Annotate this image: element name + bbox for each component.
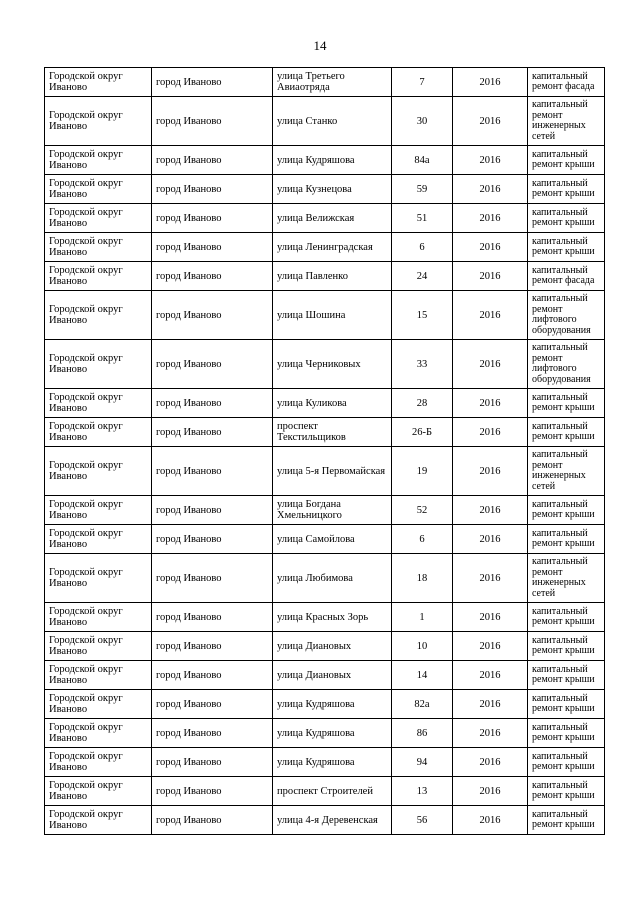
municipality-cell: Городской округ Иваново xyxy=(45,719,152,748)
work-type-cell: капитальный ремонт крыши xyxy=(528,661,605,690)
year-cell: 2016 xyxy=(453,389,528,418)
settlement-cell: город Иваново xyxy=(152,777,273,806)
house-number-cell: 1 xyxy=(392,603,453,632)
municipality-cell: Городской округ Иваново xyxy=(45,175,152,204)
settlement-cell: город Иваново xyxy=(152,291,273,340)
street-cell: улица Станко xyxy=(273,97,392,146)
settlement-cell: город Иваново xyxy=(152,262,273,291)
table-row xyxy=(45,389,605,418)
settlement-cell: город Иваново xyxy=(152,632,273,661)
street-cell: улица Шошина xyxy=(273,291,392,340)
house-number-cell: 6 xyxy=(392,233,453,262)
table-row xyxy=(45,719,605,748)
street-cell: улица Диановых xyxy=(273,632,392,661)
municipality-cell: Городской округ Иваново xyxy=(45,233,152,262)
house-number-cell: 82а xyxy=(392,690,453,719)
work-type-cell: капитальный ремонт крыши xyxy=(528,603,605,632)
settlement-cell: город Иваново xyxy=(152,204,273,233)
settlement-cell: город Иваново xyxy=(152,748,273,777)
settlement-cell: город Иваново xyxy=(152,806,273,835)
settlement-cell: город Иваново xyxy=(152,389,273,418)
year-cell: 2016 xyxy=(453,554,528,603)
municipality-cell: Городской округ Иваново xyxy=(45,603,152,632)
work-type-cell: капитальный ремонт лифтового оборудования xyxy=(528,340,605,389)
municipality-cell: Городской округ Иваново xyxy=(45,632,152,661)
municipality-cell: Городской округ Иваново xyxy=(45,68,152,97)
house-number-cell: 15 xyxy=(392,291,453,340)
street-cell: улица Велижская xyxy=(273,204,392,233)
year-cell: 2016 xyxy=(453,418,528,447)
street-cell: улица Богдана Хмельницкого xyxy=(273,496,392,525)
house-number-cell: 33 xyxy=(392,340,453,389)
settlement-cell: город Иваново xyxy=(152,340,273,389)
house-number-cell: 51 xyxy=(392,204,453,233)
street-cell: улица Кудряшова xyxy=(273,146,392,175)
house-number-cell: 10 xyxy=(392,632,453,661)
house-number-cell: 59 xyxy=(392,175,453,204)
street-cell: улица Красных Зорь xyxy=(273,603,392,632)
work-type-cell: капитальный ремонт крыши xyxy=(528,777,605,806)
house-number-cell: 30 xyxy=(392,97,453,146)
house-number-cell: 14 xyxy=(392,661,453,690)
street-cell: улица Павленко xyxy=(273,262,392,291)
house-number-cell: 94 xyxy=(392,748,453,777)
page-number: 14 xyxy=(313,38,327,53)
repair-program-table xyxy=(44,67,605,835)
work-type-cell: капитальный ремонт крыши xyxy=(528,389,605,418)
municipality-cell: Городской округ Иваново xyxy=(45,661,152,690)
municipality-cell: Городской округ Иваново xyxy=(45,418,152,447)
table-row xyxy=(45,496,605,525)
work-type-cell: капитальный ремонт крыши xyxy=(528,719,605,748)
house-number-cell: 52 xyxy=(392,496,453,525)
work-type-cell: капитальный ремонт крыши xyxy=(528,525,605,554)
settlement-cell: город Иваново xyxy=(152,175,273,204)
work-type-cell: капитальный ремонт инженерных сетей xyxy=(528,554,605,603)
settlement-cell: город Иваново xyxy=(152,146,273,175)
work-type-cell: капитальный ремонт инженерных сетей xyxy=(528,97,605,146)
year-cell: 2016 xyxy=(453,97,528,146)
work-type-cell: капитальный ремонт инженерных сетей xyxy=(528,447,605,496)
house-number-cell: 13 xyxy=(392,777,453,806)
street-cell: улица Кудряшова xyxy=(273,719,392,748)
year-cell: 2016 xyxy=(453,748,528,777)
municipality-cell: Городской округ Иваново xyxy=(45,204,152,233)
work-type-cell: капитальный ремонт крыши xyxy=(528,496,605,525)
street-cell: улица Куликова xyxy=(273,389,392,418)
street-cell: проспект Строителей xyxy=(273,777,392,806)
street-cell: улица 5-я Первомайская xyxy=(273,447,392,496)
municipality-cell: Городской округ Иваново xyxy=(45,340,152,389)
work-type-cell: капитальный ремонт фасада xyxy=(528,68,605,97)
table-row xyxy=(45,525,605,554)
house-number-cell: 28 xyxy=(392,389,453,418)
year-cell: 2016 xyxy=(453,262,528,291)
work-type-cell: капитальный ремонт крыши xyxy=(528,146,605,175)
house-number-cell: 19 xyxy=(392,447,453,496)
house-number-cell: 18 xyxy=(392,554,453,603)
year-cell: 2016 xyxy=(453,447,528,496)
table-row xyxy=(45,204,605,233)
table-row xyxy=(45,97,605,146)
year-cell: 2016 xyxy=(453,233,528,262)
street-cell: улица Диановых xyxy=(273,661,392,690)
year-cell: 2016 xyxy=(453,661,528,690)
settlement-cell: город Иваново xyxy=(152,233,273,262)
work-type-cell: капитальный ремонт крыши xyxy=(528,806,605,835)
table-row xyxy=(45,632,605,661)
house-number-cell: 26-Б xyxy=(392,418,453,447)
street-cell: улица Третьего Авиаотряда xyxy=(273,68,392,97)
house-number-cell: 6 xyxy=(392,525,453,554)
settlement-cell: город Иваново xyxy=(152,525,273,554)
street-cell: улица 4-я Деревенская xyxy=(273,806,392,835)
year-cell: 2016 xyxy=(453,806,528,835)
table-row xyxy=(45,806,605,835)
street-cell: улица Кузнецова xyxy=(273,175,392,204)
year-cell: 2016 xyxy=(453,496,528,525)
table-body xyxy=(45,68,605,835)
municipality-cell: Городской округ Иваново xyxy=(45,291,152,340)
house-number-cell: 7 xyxy=(392,68,453,97)
municipality-cell: Городской округ Иваново xyxy=(45,496,152,525)
table-row xyxy=(45,233,605,262)
table-row xyxy=(45,661,605,690)
year-cell: 2016 xyxy=(453,68,528,97)
year-cell: 2016 xyxy=(453,632,528,661)
table-row xyxy=(45,603,605,632)
municipality-cell: Городской округ Иваново xyxy=(45,262,152,291)
table-row xyxy=(45,175,605,204)
table-row xyxy=(45,68,605,97)
year-cell: 2016 xyxy=(453,146,528,175)
work-type-cell: капитальный ремонт крыши xyxy=(528,690,605,719)
municipality-cell: Городской округ Иваново xyxy=(45,97,152,146)
house-number-cell: 84а xyxy=(392,146,453,175)
municipality-cell: Городской округ Иваново xyxy=(45,389,152,418)
settlement-cell: город Иваново xyxy=(152,554,273,603)
work-type-cell: капитальный ремонт крыши xyxy=(528,632,605,661)
street-cell: улица Кудряшова xyxy=(273,690,392,719)
year-cell: 2016 xyxy=(453,719,528,748)
municipality-cell: Городской округ Иваново xyxy=(45,525,152,554)
year-cell: 2016 xyxy=(453,204,528,233)
work-type-cell: капитальный ремонт лифтового оборудования xyxy=(528,291,605,340)
table-row xyxy=(45,748,605,777)
work-type-cell: капитальный ремонт крыши xyxy=(528,748,605,777)
settlement-cell: город Иваново xyxy=(152,418,273,447)
street-cell: улица Кудряшова xyxy=(273,748,392,777)
municipality-cell: Городской округ Иваново xyxy=(45,146,152,175)
table-row xyxy=(45,690,605,719)
settlement-cell: город Иваново xyxy=(152,447,273,496)
year-cell: 2016 xyxy=(453,175,528,204)
municipality-cell: Городской округ Иваново xyxy=(45,777,152,806)
street-cell: проспект Текстильщиков xyxy=(273,418,392,447)
work-type-cell: капитальный ремонт крыши xyxy=(528,204,605,233)
settlement-cell: город Иваново xyxy=(152,719,273,748)
table-row xyxy=(45,554,605,603)
settlement-cell: город Иваново xyxy=(152,661,273,690)
municipality-cell: Городской округ Иваново xyxy=(45,447,152,496)
settlement-cell: город Иваново xyxy=(152,690,273,719)
year-cell: 2016 xyxy=(453,291,528,340)
table-row xyxy=(45,262,605,291)
settlement-cell: город Иваново xyxy=(152,496,273,525)
year-cell: 2016 xyxy=(453,525,528,554)
house-number-cell: 24 xyxy=(392,262,453,291)
house-number-cell: 86 xyxy=(392,719,453,748)
year-cell: 2016 xyxy=(453,777,528,806)
street-cell: улица Любимова xyxy=(273,554,392,603)
settlement-cell: город Иваново xyxy=(152,68,273,97)
municipality-cell: Городской округ Иваново xyxy=(45,554,152,603)
municipality-cell: Городской округ Иваново xyxy=(45,690,152,719)
table-row xyxy=(45,418,605,447)
table-row xyxy=(45,291,605,340)
street-cell: улица Черниковых xyxy=(273,340,392,389)
year-cell: 2016 xyxy=(453,690,528,719)
year-cell: 2016 xyxy=(453,603,528,632)
table-row xyxy=(45,146,605,175)
work-type-cell: капитальный ремонт фасада xyxy=(528,262,605,291)
house-number-cell: 56 xyxy=(392,806,453,835)
table-row xyxy=(45,447,605,496)
work-type-cell: капитальный ремонт крыши xyxy=(528,418,605,447)
table-row xyxy=(45,777,605,806)
year-cell: 2016 xyxy=(453,340,528,389)
table-row xyxy=(45,340,605,389)
settlement-cell: город Иваново xyxy=(152,97,273,146)
work-type-cell: капитальный ремонт крыши xyxy=(528,233,605,262)
municipality-cell: Городской округ Иваново xyxy=(45,748,152,777)
street-cell: улица Самойлова xyxy=(273,525,392,554)
work-type-cell: капитальный ремонт крыши xyxy=(528,175,605,204)
street-cell: улица Ленинградская xyxy=(273,233,392,262)
municipality-cell: Городской округ Иваново xyxy=(45,806,152,835)
settlement-cell: город Иваново xyxy=(152,603,273,632)
